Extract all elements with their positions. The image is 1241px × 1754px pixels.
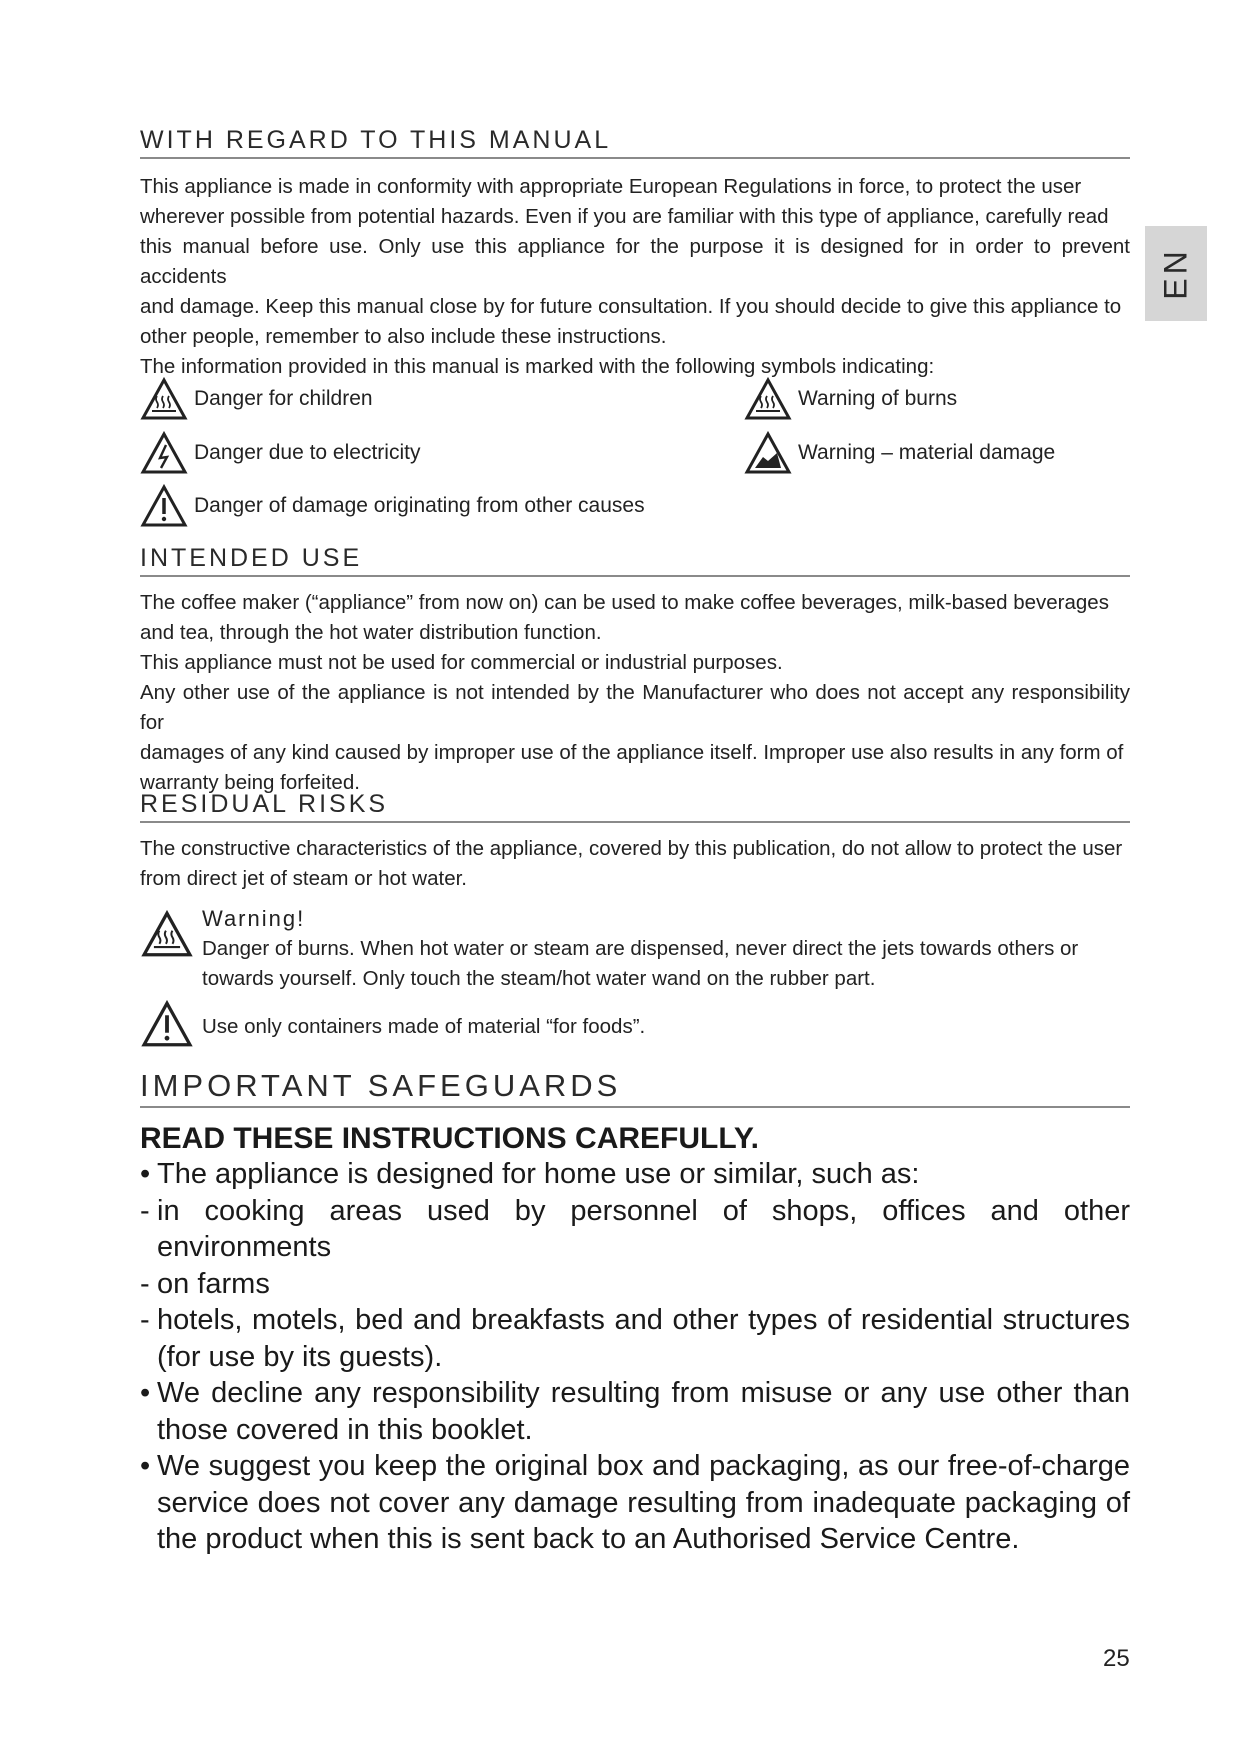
symbol-material — [744, 430, 1055, 476]
manual-line-4: and damage. Keep this manual close by for future consultation. If you should decide to give this appliance to — [140, 295, 1122, 318]
section-title-manual: WITH REGARD TO THIS MANUAL — [140, 126, 1130, 159]
symbol-burns — [744, 376, 957, 422]
warning-line-1: Danger of burns. When hot water or steam are dispensed, never direct the jets towards others or — [202, 937, 1079, 960]
danger-children-icon — [140, 377, 188, 421]
electricity-icon — [140, 431, 188, 475]
list-item: • The appliance is designed for home use or similar, such as: — [140, 1158, 920, 1190]
residual-paragraph — [140, 834, 1130, 894]
section-title-safeguards: IMPORTANT SAFEGUARDS — [140, 1068, 1130, 1108]
symbol-electricity-label: Danger due to electricity — [194, 441, 421, 464]
section-title-residual: RESIDUAL RISKS — [140, 790, 1130, 823]
symbols-intro: The information provided in this manual is marked with the following symbols indicating: — [140, 355, 935, 378]
burns-warning-block — [202, 904, 1130, 994]
symbol-children — [140, 376, 373, 422]
residual-line-1: The constructive characteristics of the appliance, covered by this publication, do not allow to protect the user — [140, 837, 1123, 860]
containers-note: Use only containers made of material “for foods”. — [202, 1015, 646, 1038]
symbol-children-label: Danger for children — [194, 387, 373, 410]
language-tab-label: EN — [1157, 247, 1194, 300]
section-title-intended: INTENDED USE — [140, 544, 1130, 577]
manual-line-5: other people, remember to also include these instructions. — [140, 325, 667, 348]
list-item: • We suggest you keep the original box and packaging, as our free-of-charge service does not cover any damage resulting from inadequate packaging of the product when this is sent back to an Authorised Service Centre. — [140, 1450, 1130, 1555]
safeguards-list — [140, 1156, 1130, 1558]
intended-line-3: This appliance must not be used for commercial or industrial purposes. — [140, 651, 783, 674]
containers-warning-icon — [140, 1000, 194, 1048]
residual-line-2: from direct jet of steam or hot water. — [140, 867, 467, 890]
intended-line-6: warranty being forfeited. — [140, 771, 360, 794]
manual-line-1: This appliance is made in conformity with appropriate European Regulations in force, to protect the user — [140, 175, 1082, 198]
page-number: 25 — [1103, 1645, 1130, 1672]
intended-paragraph — [140, 588, 1130, 798]
manual-line-3: this manual before use. Only use this appliance for the purpose it is designed for in order to prevent accidents — [140, 235, 1130, 288]
symbol-electricity — [140, 430, 420, 476]
manual-intro-paragraph — [140, 172, 1130, 382]
symbol-material-label: Warning – material damage — [798, 441, 1056, 464]
general-warning-icon — [140, 484, 188, 528]
list-item: - on farms — [140, 1267, 270, 1300]
warning-line-2: towards yourself. Only touch the steam/hot water wand on the rubber part. — [202, 967, 876, 990]
language-tab — [1145, 226, 1207, 321]
symbol-other — [140, 483, 645, 529]
list-item: • We decline any responsibility resulting from misuse or any use other than those covered in this booklet. — [140, 1377, 1130, 1446]
symbol-burns-label: Warning of burns — [798, 387, 958, 410]
intended-line-5: damages of any kind caused by improper use of the appliance itself. Improper use also results in any form of — [140, 741, 1124, 764]
symbol-other-label: Danger of damage originating from other causes — [194, 494, 645, 517]
intended-line-2: and tea, through the hot water distribution function. — [140, 621, 602, 644]
manual-line-2: wherever possible from potential hazards. Even if you are familiar with this type of appliance, carefully read — [140, 205, 1109, 228]
list-item: - hotels, motels, bed and breakfasts and other types of residential structures (for use by its guests). — [140, 1304, 1130, 1373]
intended-line-4: Any other use of the appliance is not intended by the Manufacturer who does not accept any responsibility for — [140, 681, 1130, 734]
material-damage-icon — [744, 431, 792, 475]
burns-icon — [744, 377, 792, 421]
warning-heading: Warning! — [202, 906, 306, 931]
burns-warning-icon — [140, 910, 194, 958]
intended-line-1: The coffee maker (“appliance” from now on) can be used to make coffee beverages, milk-based beverages — [140, 591, 1109, 614]
read-instructions-heading: READ THESE INSTRUCTIONS CAREFULLY. — [140, 1122, 759, 1155]
list-item: - in cooking areas used by personnel of shops, offices and other environments — [140, 1194, 1130, 1263]
